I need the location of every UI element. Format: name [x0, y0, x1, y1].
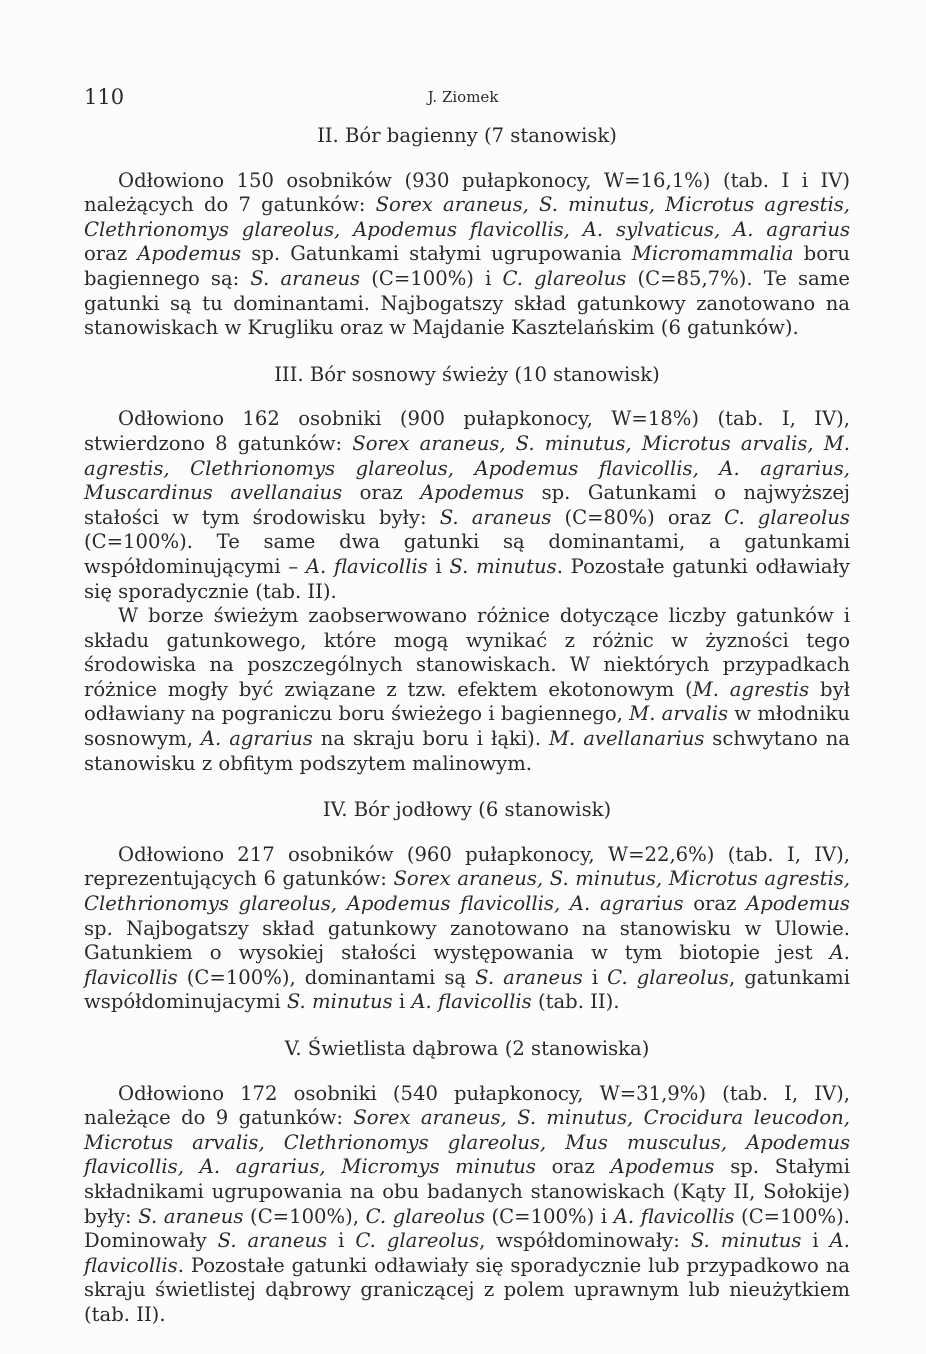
section-gap: [84, 776, 850, 798]
species-name: S. minutus: [449, 554, 557, 578]
species-name: S. araneus: [439, 505, 552, 529]
section-heading: III. Bór sosnowy świeży (10 stanowisk): [274, 362, 660, 386]
text-run: i: [427, 554, 450, 578]
species-name: A. flavicollis: [305, 554, 428, 578]
species-name: C. glareolus: [607, 965, 729, 989]
text-run: . Pozostałe gatunki odławiały się sporadycznie (tab. II).: [84, 554, 850, 603]
species-name: Apodemus: [137, 242, 242, 266]
species-name: A. flavicollis: [84, 1229, 850, 1277]
text-run: (C=100%), dominantami są: [177, 965, 476, 989]
text-run: i: [327, 1229, 356, 1253]
section-heading: IV. Bór jodłowy (6 stanowisk): [322, 798, 612, 822]
text-run: . Pozostałe gatunki odławiały się sporadycznie lub przypadkowo na skraju świetlistej dąbrowy graniczącej z polem uprawnym lub nieużytkiem (tab. II).: [84, 1253, 850, 1326]
species-name: Sorex araneus, S. minutus, Microtus arvalis, M. agrestis, Clethrionomys glareolus, Apodemus flavicollis, A. agrarius, Muscardinus avellanaius: [84, 431, 850, 505]
text-run: , współdominowały:: [479, 1229, 691, 1253]
species-name: S. minutus: [690, 1229, 802, 1253]
article-body: [84, 124, 850, 1328]
running-author: J. Ziomek: [427, 88, 499, 106]
text-run: schwytano na stanowisku z obfitym podszytem malinowym.: [84, 727, 850, 775]
section: [84, 363, 850, 777]
text-run: boru bagiennego są:: [84, 242, 850, 290]
species-name: C. glareolus: [724, 505, 850, 529]
text-run: Odłowiono 172 osobniki (540 pułapkonocy, W=31,9%) (tab. I, IV), należące do 9 gatunków:: [84, 1081, 850, 1130]
species-name: M. agrestis: [692, 677, 810, 701]
running-head: [84, 85, 842, 111]
text-run: sp. Gatunkami stałymi ugrupowania: [241, 242, 632, 266]
paragraph: [84, 407, 850, 604]
paragraph: [84, 169, 850, 341]
paragraph: [84, 604, 850, 776]
text-run: oraz: [342, 481, 421, 505]
text-run: , gatunkami współdominujacymi: [84, 965, 850, 1014]
species-name: Apodemus: [746, 892, 850, 916]
species-name: A. flavicollis: [411, 990, 532, 1014]
text-run: (C=100%) i: [484, 1204, 614, 1228]
text-run: Odłowiono 217 osobników (960 pułapkonocy, W=22,6%) (tab. I, IV), reprezentujących 6 gatunków:: [84, 842, 850, 891]
species-name: Micromammalia: [631, 242, 794, 266]
species-name: S. araneus: [250, 266, 361, 290]
species-name: A. flavicollis: [613, 1204, 735, 1228]
text-run: (C=80%) oraz: [551, 505, 725, 529]
species-name: M. arvalis: [629, 702, 729, 726]
species-name: Sorex araneus, S. minutus, Crocidura leucodon, Microtus arvalis, Clethrionomys glareolus, Mus musculus, Apodemus flavicollis, A. agrarius, Micromys minutus: [84, 1106, 851, 1179]
text-run: (C=100%). Te same dwa gatunki są dominantami, a gatunkami współdominującymi –: [84, 530, 850, 578]
text-run: (C=100%),: [243, 1204, 366, 1228]
text-run: oraz: [84, 242, 138, 266]
section: [84, 1037, 850, 1328]
species-name: Sorex araneus, S. minutus, Microtus agrestis, Clethrionomys glareolus, Apodemus flavicollis, A. agrarius: [84, 867, 850, 916]
text-run: na skraju boru i łąki).: [312, 727, 549, 751]
species-name: S. araneus: [475, 965, 583, 989]
text-run: W borze świeżym zaobserwowano różnice dotyczące liczby gatunków i składu gatunkowego, które mogą wynikać z różnic w żyzności tego środowiska na poszczególnych stanowiskach. W niektórych przypadkach różnice mogły być związane z tzw. efektem ekotonowym (: [84, 604, 850, 701]
text-run: oraz: [535, 1155, 611, 1179]
species-name: S. araneus: [217, 1229, 328, 1253]
species-name: M. avellanarius: [548, 727, 705, 751]
text-run: i: [392, 990, 412, 1014]
species-name: C. glareolus: [365, 1204, 485, 1228]
text-run: sp. Gatunkami o najwyższej stałości w tym środowisku były:: [84, 481, 850, 529]
section-heading: V. Świetlista dąbrowa (2 stanowiska): [284, 1037, 650, 1060]
page-number: 110: [84, 85, 125, 109]
text-run: i: [582, 965, 608, 989]
species-name: A. agrarius: [200, 727, 313, 751]
section-gap: [84, 1015, 850, 1037]
text-run: (C=100%). Dominowały: [84, 1204, 850, 1253]
text-run: sp. Stałymi składnikami ugrupowania na obu badanych stanowiskach (Kąty II, Sołokije) były:: [84, 1155, 851, 1228]
text-run: Odłowiono 162 osobniki (900 pułapkonocy, W=18%) (tab. I, IV), stwierdzono 8 gatunków:: [84, 407, 850, 455]
species-name: Apodemus: [420, 481, 525, 505]
species-name: A. flavicollis: [84, 941, 850, 989]
text-run: i: [801, 1229, 830, 1253]
section-gap: [84, 341, 850, 363]
text-run: (tab. II).: [531, 990, 620, 1014]
paragraph: [84, 1082, 850, 1328]
text-run: Odłowiono 150 osobników (930 pułapkonocy, W=16,1%) (tab. I i IV) należących do 7 gatunków:: [84, 168, 850, 217]
paragraph: [84, 843, 850, 1015]
section: [84, 124, 850, 341]
text-run: (C=100%) i: [360, 266, 503, 290]
species-name: S. minutus: [286, 990, 393, 1014]
text-run: sp. Najbogatszy skład gatunkowy zanotowano na stanowisku w Ulowie. Gatunkiem o wysokiej stałości występowania w tym biotopie jest: [84, 916, 850, 965]
species-name: C. glareolus: [502, 266, 627, 290]
text-run: w młodniku sosnowym,: [84, 702, 850, 751]
species-name: C. glareolus: [355, 1229, 480, 1253]
text-run: oraz: [683, 892, 747, 916]
species-name: Sorex araneus, S. minutus, Microtus agrestis, Clethrionomys glareolus, Apodemus flavicollis, A. sylvaticus, A. agrarius: [84, 193, 850, 241]
text-run: był odławiany na pograniczu boru świeżego i bagiennego,: [84, 677, 850, 726]
species-name: Apodemus: [610, 1155, 715, 1179]
text-run: (C=85,7%). Te same gatunki są tu dominantami. Najbogatszy skład gatunkowy zanotowano na stanowiskach w Krugliku oraz w Majdanie Kasztelańskim (6 gatunków).: [84, 266, 850, 340]
section: [84, 798, 850, 1015]
species-name: S. araneus: [138, 1204, 244, 1228]
section-heading: II. Bór bagienny (7 stanowisk): [317, 124, 617, 147]
